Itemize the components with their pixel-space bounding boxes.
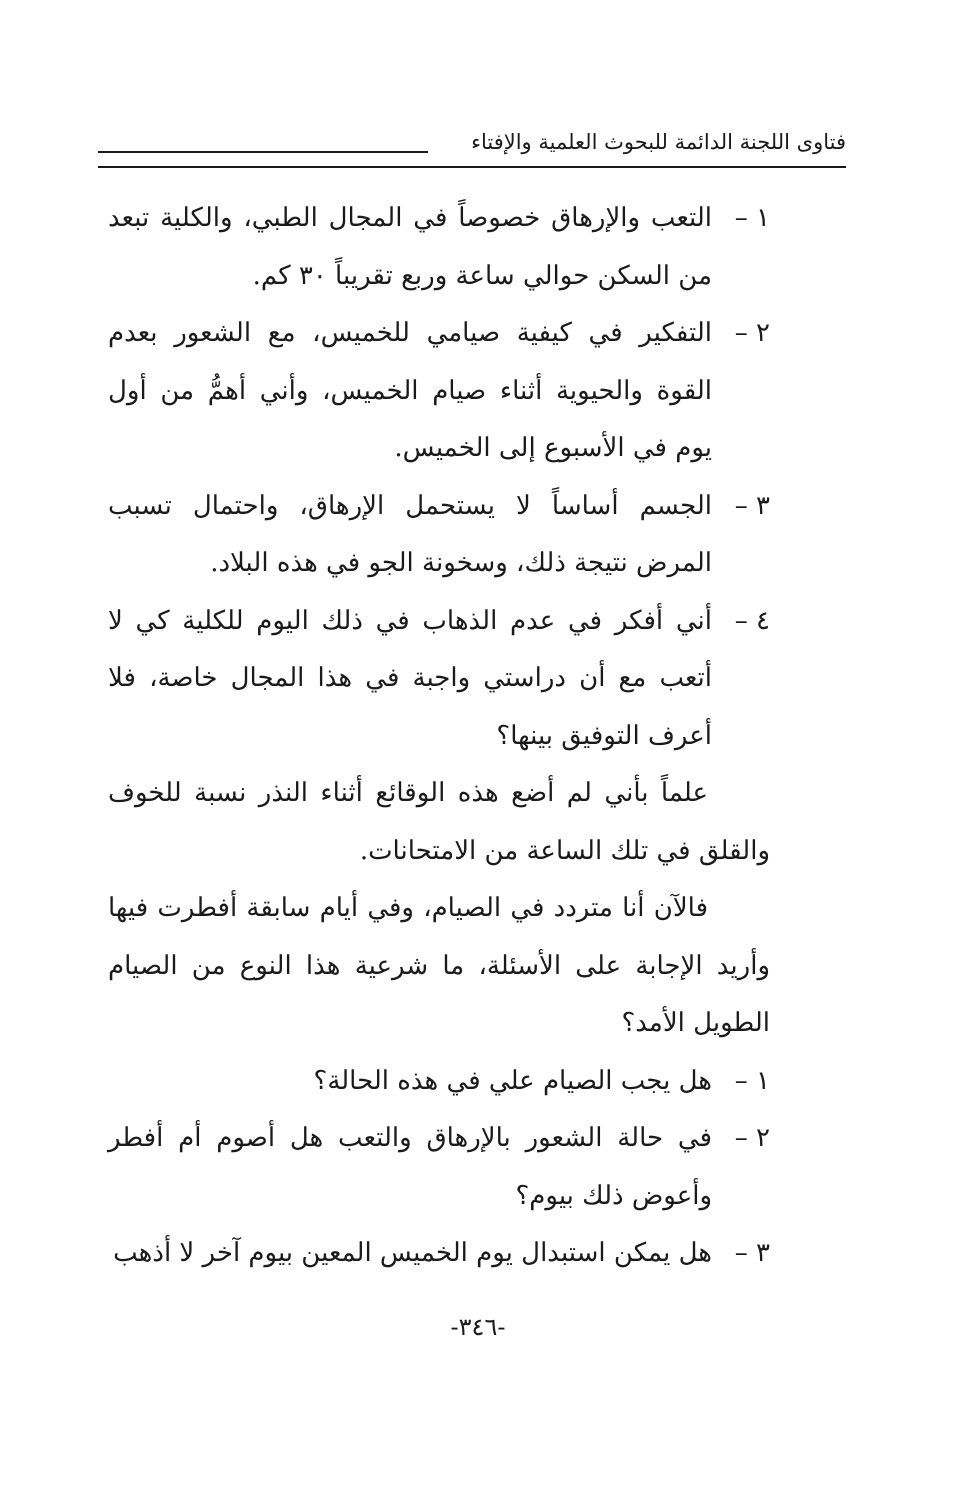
- header-rule: [98, 151, 428, 153]
- paragraph: فالآن أنا متردد في الصيام، وفي أيام سابقة أفطرت فيها وأريد الإجابة على الأسئلة، ما شرعية هذا النوع من الصيام الطويل الأمد؟: [108, 893, 770, 1038]
- item-number: ١ –: [734, 1065, 770, 1096]
- item-text: التعب والإرهاق خصوصاً في المجال الطبي، والكلية تبعد من السكن حوالي ساعة وربع تقريباً ٣٠ كم.: [108, 203, 712, 291]
- item-number: ٣ –: [734, 490, 770, 521]
- item-text: هل يجب الصيام علي في هذه الحالة؟: [313, 1065, 712, 1096]
- paragraph: علماً بأني لم أضع هذه الوقائع أثناء النذر نسبة للخوف والقلق في تلك الساعة من الامتحانات.: [108, 778, 770, 866]
- list-item: [108, 478, 770, 593]
- item-text: هل يمكن استبدال يوم الخميس المعين بيوم آخر لا أذهب: [113, 1238, 712, 1268]
- running-header: [98, 128, 846, 168]
- item-text: الجسم أساساً لا يستحمل الإرهاق، واحتمال تسبب المرض نتيجة ذلك، وسخونة الجو في هذه البلاد.: [108, 490, 712, 578]
- item-text: في حالة الشعور بالإرهاق والتعب هل أصوم أم أفطر وأعوض ذلك بيوم؟: [108, 1123, 712, 1211]
- list-item: [108, 1225, 770, 1283]
- item-number: ٤ –: [734, 605, 770, 636]
- header-underline: [98, 166, 846, 168]
- header-title: فتاوى اللجنة الدائمة للبحوث العلمية والإفتاء: [471, 130, 846, 154]
- item-number: ١ –: [734, 203, 770, 233]
- list-item: [108, 593, 770, 766]
- item-number: ٣ –: [734, 1238, 770, 1268]
- page-number: -٣٤٦-: [450, 1313, 506, 1341]
- list-item: [108, 1053, 770, 1111]
- list-item: [108, 1110, 770, 1225]
- item-text: التفكير في كيفية صيامي للخميس، مع الشعور بعدم القوة والحيوية أثناء صيام الخميس، وأني أهمُّ من أول يوم في الأسبوع إلى الخميس.: [108, 318, 712, 463]
- list-item: [108, 190, 770, 305]
- item-text: أني أفكر في عدم الذهاب في ذلك اليوم للكلية كي لا أتعب مع أن دراستي واجبة في هذا المجال خاصة، فلا أعرف التوفيق بينها؟: [108, 605, 712, 751]
- list-item: [108, 305, 770, 478]
- item-number: ٢ –: [734, 318, 770, 348]
- item-number: ٢ –: [734, 1123, 770, 1153]
- main-text: [108, 190, 770, 1283]
